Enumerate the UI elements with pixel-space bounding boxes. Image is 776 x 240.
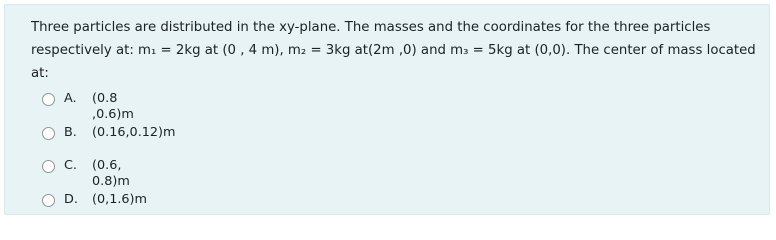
option-a-text: (0.8 ,0.6)m xyxy=(92,91,134,122)
option-b-text: (0.16,0.12)m xyxy=(92,124,176,140)
radio-button-a[interactable] xyxy=(42,93,55,106)
option-d-text: (0,1.6)m xyxy=(92,191,148,207)
option-c-letter: C. xyxy=(64,158,78,173)
option-a-letter: A. xyxy=(64,91,77,106)
question-line-2: respectively at: m₁ = 2kg at (0 , 4 m), m₂ = 3kg at(2m ,0) and m₃ = 5kg at (0,0). The center of mass located at: xyxy=(31,43,756,81)
question-card xyxy=(4,4,770,215)
option-c-text: (0.6, 0.8)m xyxy=(92,158,130,189)
question-line-1: Three particles are distributed in the xy-plane. The masses and the coordinates for the three particles xyxy=(31,20,711,35)
radio-button-b[interactable] xyxy=(42,127,55,140)
option-b-letter: B. xyxy=(64,124,77,140)
radio-button-d[interactable] xyxy=(42,194,55,207)
option-d-letter: D. xyxy=(64,191,78,207)
question-text xyxy=(31,16,771,85)
radio-button-c[interactable] xyxy=(42,160,55,173)
